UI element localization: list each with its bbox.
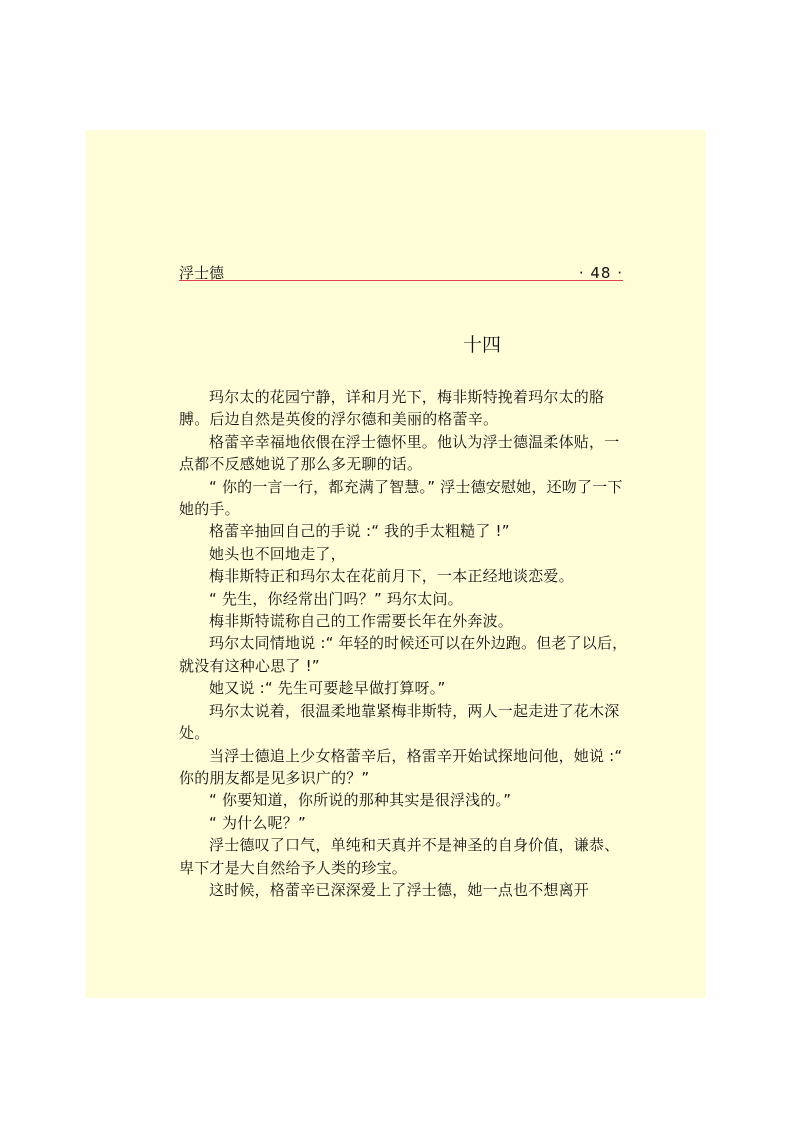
paragraph: 玛尔太说着，很温柔地靠紧梅非斯特，两人一起走进了花木深处。: [179, 701, 620, 743]
book-page: [86, 130, 706, 998]
paragraph: “ 先生，你经常出门吗？” 玛尔太问。: [209, 589, 463, 608]
paragraph: “ 为什么呢？”: [209, 813, 306, 832]
paragraph: 这时候，格蕾辛已深深爱上了浮士德，她一点也不想离开: [209, 880, 590, 899]
paragraph: 梅非斯特正和玛尔太在花前月下，一本正经地谈恋爱。: [209, 567, 574, 586]
header-page-number: · 48 ·: [578, 264, 623, 282]
paragraph: 她头也不回地走了，: [209, 544, 346, 563]
body-text: [179, 386, 631, 901]
paragraph: 梅非斯特谎称自己的工作需要长年在外奔波。: [209, 612, 514, 631]
paragraph: “ 你的一言一行，都充满了智慧。” 浮士德安慰她，还吻了一下她的手。: [179, 477, 623, 519]
paragraph: 玛尔太同情地说 :“ 年轻的时候还可以在外边跑。但老了以后，就没有这种心思了 !”: [179, 634, 628, 675]
paragraph: 格蕾辛幸福地依偎在浮士德怀里。他认为浮士德温柔体贴，一点都不反感她说了那么多无聊的话。: [179, 432, 620, 474]
paragraph: “ 你要知道，你所说的那种其实是很浮浅的。”: [209, 791, 512, 810]
header-divider: [179, 280, 623, 281]
paragraph: 玛尔太的花园宁静，详和月光下，梅非斯特挽着玛尔太的胳膊。后边自然是英俊的浮尔德和美丽的格蕾辛。: [179, 388, 605, 429]
header-book-title: 浮士德: [179, 264, 225, 282]
paragraph: 格蕾辛抽回自己的手说 :“ 我的手太粗糙了 !”: [209, 522, 510, 541]
paragraph: 当浮士德追上少女格蕾辛后，格雷辛开始试探地问他，她说 :“ 你的朋友都是见多识广的？”: [179, 746, 623, 787]
paragraph: 浮士德叹了口气，单纯和天真并不是神圣的自身价值，谦恭、卑下才是大自然给予人类的珍宝。: [179, 836, 620, 877]
paragraph: 她又说 :“ 先生可要趁早做打算呀。”: [209, 679, 446, 698]
chapter-title: 十四: [462, 334, 501, 356]
